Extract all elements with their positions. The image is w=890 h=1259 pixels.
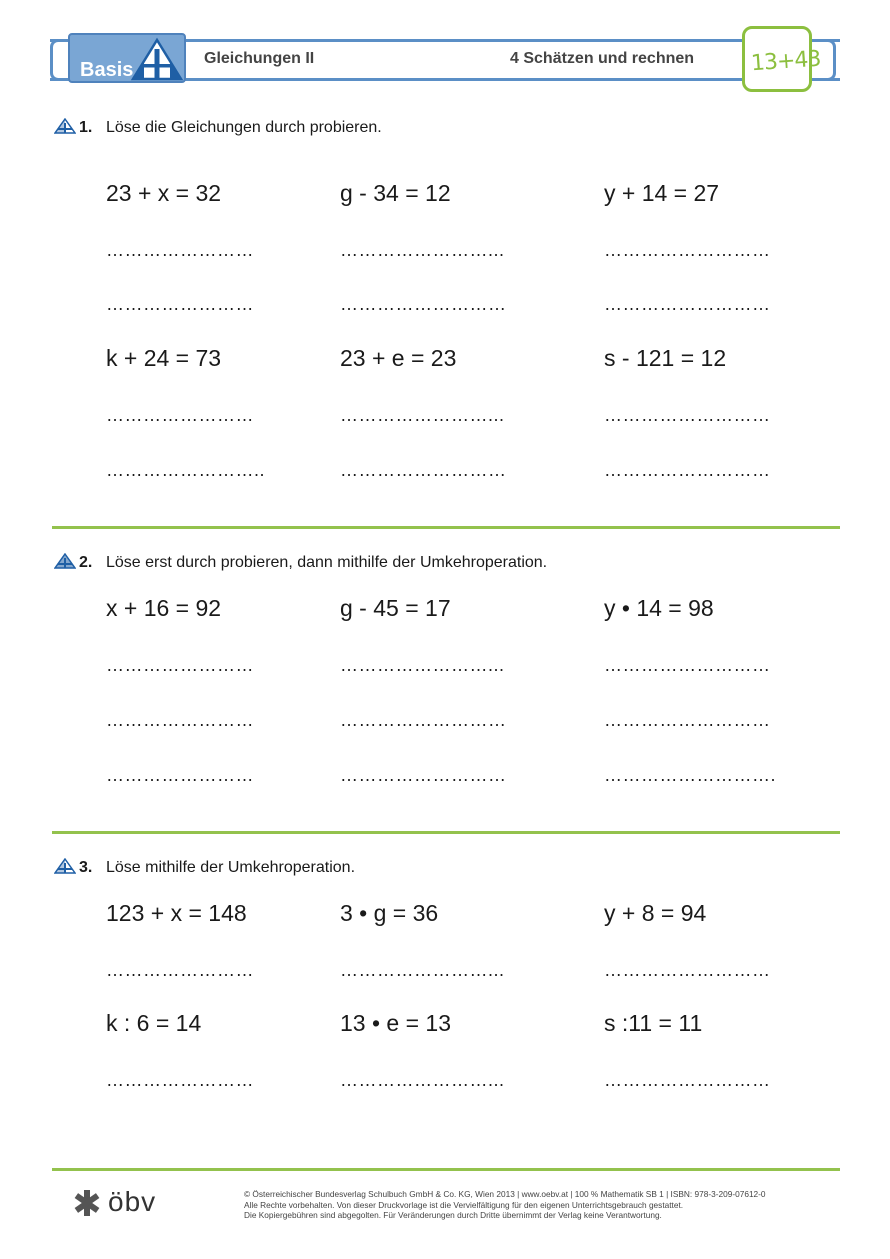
copyright-line: Alle Rechte vorbehalten. Von dieser Druckvorlage ist die Vervielfältigung für den eigenen Unterrichtsgebrauch gestattet. bbox=[244, 1199, 684, 1210]
answer-line: ……………………… bbox=[340, 710, 507, 730]
answer-line: ……………………… bbox=[340, 765, 507, 785]
publisher-logo-icon bbox=[72, 1188, 102, 1218]
pyramid-icon bbox=[130, 37, 184, 81]
answer-line: ……………………... bbox=[340, 960, 505, 980]
header-frame-right bbox=[826, 39, 836, 81]
equation: s :11 = 11 bbox=[604, 1010, 703, 1036]
basis-badge bbox=[68, 33, 186, 83]
pyramid-icon bbox=[54, 858, 76, 874]
answer-line: ……………………… bbox=[340, 294, 507, 314]
answer-line: ……………………... bbox=[340, 1070, 505, 1090]
task-instruction: Löse erst durch probieren, dann mithilfe der Umkehroperation. bbox=[106, 554, 548, 571]
equation: y + 14 = 27 bbox=[604, 180, 720, 206]
pyramid-icon bbox=[54, 118, 76, 134]
answer-line: …………………… bbox=[106, 240, 254, 260]
answer-line: …………………… bbox=[106, 710, 254, 730]
basis-label: Basis bbox=[80, 59, 134, 81]
answer-line: ………………………. bbox=[604, 765, 777, 785]
answer-line: ……………………... bbox=[340, 655, 505, 675]
answer-line: ……………………… bbox=[604, 655, 771, 675]
equation: k : 6 = 14 bbox=[106, 1010, 202, 1036]
equation: 13 • e = 13 bbox=[340, 1010, 452, 1036]
answer-line: ……………………… bbox=[604, 240, 771, 260]
task-number: 3. bbox=[79, 859, 93, 876]
equation: 23 + x = 32 bbox=[106, 180, 222, 206]
answer-line: ……………………… bbox=[604, 460, 771, 480]
answer-line: …………………….. bbox=[106, 460, 266, 480]
corner-badge bbox=[742, 26, 822, 92]
footer-divider bbox=[52, 1168, 840, 1171]
answer-line: …………………… bbox=[106, 405, 254, 425]
answer-line: …………………… bbox=[106, 960, 254, 980]
section-divider bbox=[52, 526, 840, 529]
equation: x + 16 = 92 bbox=[106, 595, 222, 621]
worksheet-title: Gleichungen II bbox=[204, 50, 315, 67]
task-number: 2. bbox=[79, 554, 93, 571]
answer-line: …………………… bbox=[106, 655, 254, 675]
answer-line: ……………………... bbox=[340, 405, 505, 425]
answer-line: ……………………… bbox=[604, 1070, 771, 1090]
equation: 3 • g = 36 bbox=[340, 900, 439, 926]
equation: s - 121 = 12 bbox=[604, 345, 727, 371]
equation: 123 + x = 148 bbox=[106, 900, 247, 926]
equation: y + 8 = 94 bbox=[604, 900, 707, 926]
task-instruction: Löse die Gleichungen durch probieren. bbox=[106, 119, 382, 136]
copyright-line: Die Kopiergebühren sind abgegolten. Für Veränderungen durch Dritte übernimmt der Verlag keine Verantwortung. bbox=[244, 1210, 662, 1220]
pyramid-icon bbox=[54, 553, 76, 569]
equation: g - 34 = 12 bbox=[340, 180, 451, 206]
header-frame-left bbox=[50, 39, 58, 81]
answer-line: …………………… bbox=[106, 765, 254, 785]
copyright-notice bbox=[244, 1189, 766, 1221]
section-divider bbox=[52, 831, 840, 834]
answer-line: ……………………... bbox=[340, 240, 505, 260]
answer-line: ……………………… bbox=[604, 294, 771, 314]
equation: y • 14 = 98 bbox=[604, 595, 714, 621]
answer-line: ……………………… bbox=[604, 960, 771, 980]
task-instruction: Löse mithilfe der Umkehroperation. bbox=[106, 859, 356, 876]
answer-line: ……………………… bbox=[604, 405, 771, 425]
answer-line: ……………………… bbox=[340, 460, 507, 480]
equation: k + 24 = 73 bbox=[106, 345, 222, 371]
equation: g - 45 = 17 bbox=[340, 595, 451, 621]
copyright-line: © Österreichischer Bundesverlag Schulbuch GmbH & Co. KG, Wien 2013 | www.oebv.at | 100 % Mathematik SB 1 | ISBN: 978-3-209-07612-0 bbox=[244, 1189, 766, 1199]
chapter-title: 4 Schätzen und rechnen bbox=[510, 50, 695, 67]
publisher-logo-text: öbv bbox=[108, 1186, 157, 1217]
answer-line: …………………… bbox=[106, 1070, 254, 1090]
corner-badge-text: 13+43 bbox=[750, 46, 822, 77]
answer-line: …………………… bbox=[106, 294, 254, 314]
answer-line: ……………………… bbox=[604, 710, 771, 730]
task-number: 1. bbox=[79, 119, 93, 136]
equation: 23 + e = 23 bbox=[340, 345, 457, 371]
